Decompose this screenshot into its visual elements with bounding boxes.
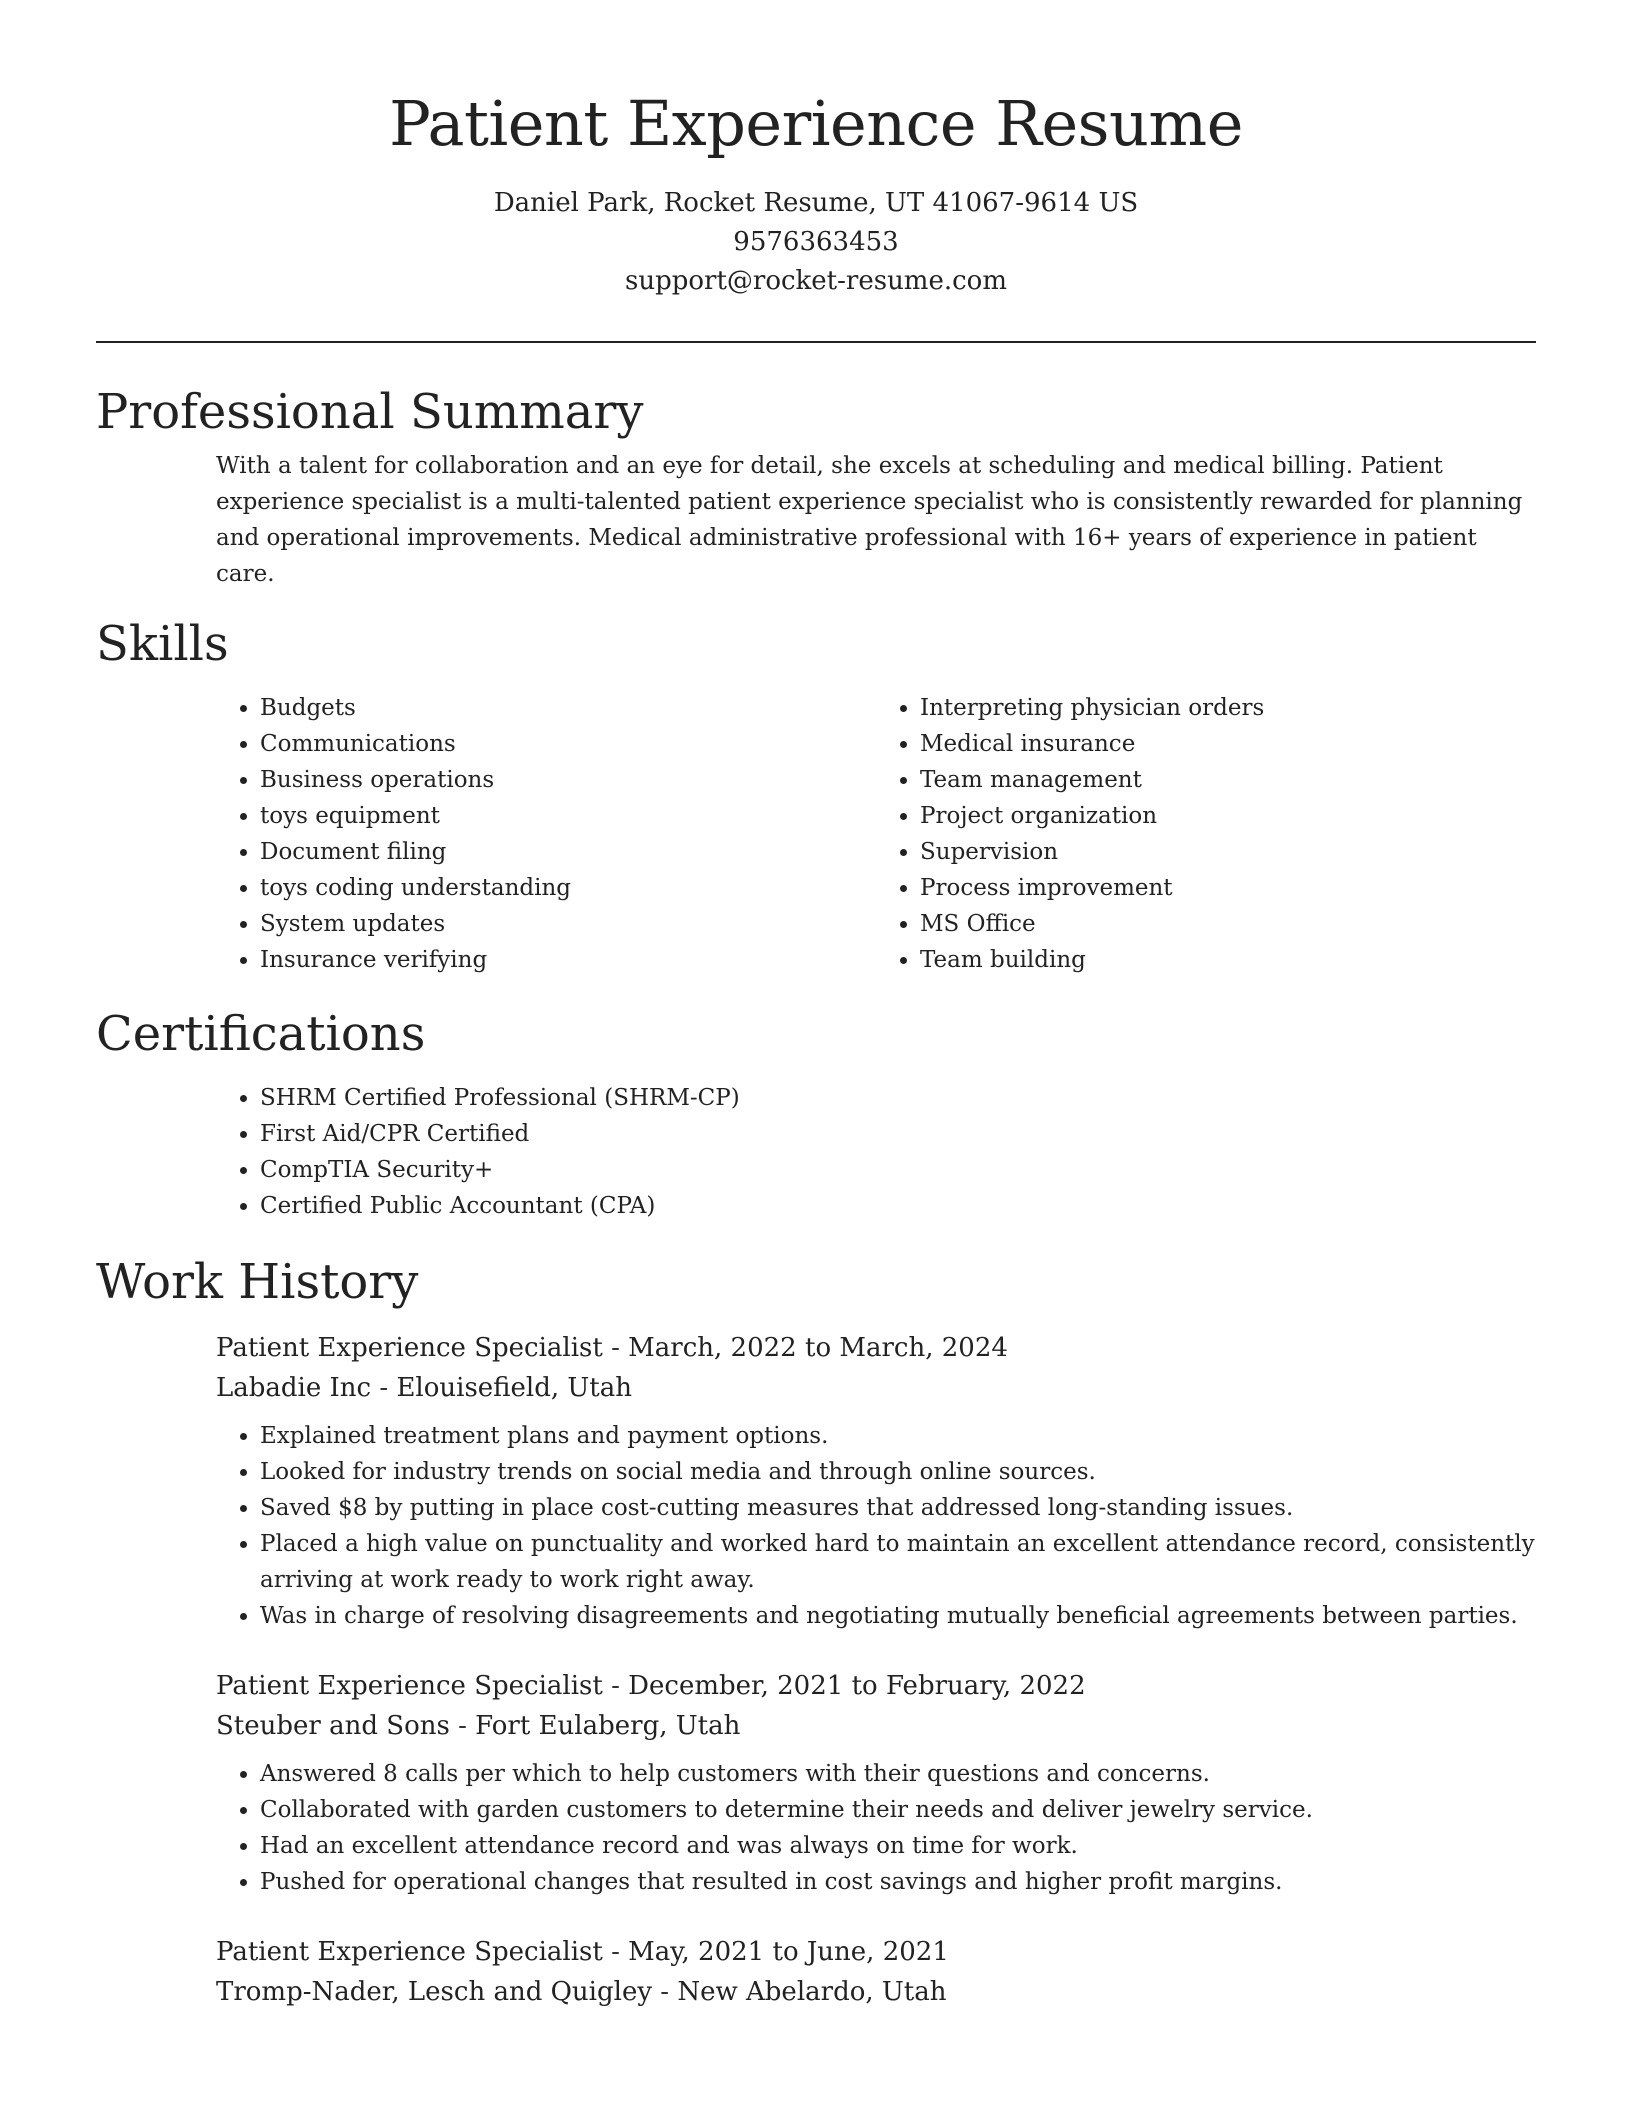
skill-item: • MS Office <box>920 906 1536 942</box>
contact-phone: 9576363453 <box>733 227 899 257</box>
job-bullet: • Looked for industry trends on social media and through online sources. <box>260 1454 1536 1490</box>
summary-section <box>96 380 1536 592</box>
job-title: Patient Experience Specialist <box>216 1333 603 1363</box>
certifications-section <box>96 1002 1536 1224</box>
work-history-section <box>96 1250 1536 2012</box>
job-location: Elouisefield, Utah <box>396 1373 632 1403</box>
job-company-line: Steuber and Sons - Fort Eulaberg, Utah <box>216 1711 741 1741</box>
job-company-line: Tromp-Nader, Lesch and Quigley - New Abelardo, Utah <box>216 1977 947 2007</box>
skill-item: • Project organization <box>920 798 1536 834</box>
certification-item: • SHRM Certified Professional (SHRM-CP) <box>260 1080 1536 1116</box>
job-dates: December, 2021 to February, 2022 <box>628 1671 1086 1701</box>
skills-list-right <box>876 690 1536 978</box>
skill-item: • Budgets <box>260 690 876 726</box>
certification-item: • CompTIA Security+ <box>260 1152 1536 1188</box>
skills-columns <box>216 690 1536 978</box>
skill-item: • Document filing <box>260 834 876 870</box>
skill-item: • Medical insurance <box>920 726 1536 762</box>
skill-item: • Insurance verifying <box>260 942 876 978</box>
skill-item: • toys coding understanding <box>260 870 876 906</box>
job-entry <box>216 1932 1536 2012</box>
job-entry <box>216 1328 1536 1634</box>
skills-list-left <box>216 690 876 978</box>
page-title: Patient Experience Resume <box>389 87 1243 160</box>
job-title-line: Patient Experience Specialist - March, 2022 to March, 2024 <box>216 1333 1008 1363</box>
job-entry <box>216 1666 1536 1900</box>
certification-item: • Certified Public Accountant (CPA) <box>260 1188 1536 1224</box>
skill-item: • Interpreting physician orders <box>920 690 1536 726</box>
skill-item: • Communications <box>260 726 876 762</box>
skills-section <box>96 612 1536 978</box>
job-bullet: • Was in charge of resolving disagreements and negotiating mutually beneficial agreements between parties. <box>260 1598 1536 1634</box>
job-title-line: Patient Experience Specialist - May, 2021 to June, 2021 <box>216 1937 949 1967</box>
job-location: Fort Eulaberg, Utah <box>475 1711 741 1741</box>
job-bullet: • Collaborated with garden customers to determine their needs and deliver jewelry service. <box>260 1792 1536 1828</box>
job-dates: March, 2022 to March, 2024 <box>628 1333 1008 1363</box>
skill-item: • Process improvement <box>920 870 1536 906</box>
job-company: Tromp-Nader, Lesch and Quigley <box>216 1977 653 2007</box>
job-company-line: Labadie Inc - Elouisefield, Utah <box>216 1373 632 1403</box>
job-bullet: • Had an excellent attendance record and was always on time for work. <box>260 1828 1536 1864</box>
job-dates: May, 2021 to June, 2021 <box>628 1937 949 1967</box>
job-company: Labadie Inc <box>216 1373 372 1403</box>
job-bullet: • Answered 8 calls per which to help customers with their questions and concerns. <box>260 1756 1536 1792</box>
summary-text: With a talent for collaboration and an eye for detail, she excels at scheduling and medical billing. Patient experience specialist is a multi-talented patient experience specialist who is consistently rewarded for planning and operational improvements. Medical administrative professional with 16+ years of experience in patient care. <box>216 453 1523 587</box>
job-company: Steuber and Sons <box>216 1711 450 1741</box>
job-title-line: Patient Experience Specialist - December, 2021 to February, 2022 <box>216 1671 1086 1701</box>
job-bullet: • Saved $8 by putting in place cost-cutting measures that addressed long-standing issues. <box>260 1490 1536 1526</box>
job-bullets <box>216 1756 1536 1900</box>
job-bullet: • Pushed for operational changes that resulted in cost savings and higher profit margins. <box>260 1864 1536 1900</box>
certifications-heading: Certifications <box>96 1006 426 1062</box>
job-location: New Abelardo, Utah <box>677 1977 947 2007</box>
resume-content <box>96 380 1536 2012</box>
job-title: Patient Experience Specialist <box>216 1937 603 1967</box>
skills-heading: Skills <box>96 616 229 672</box>
job-title: Patient Experience Specialist <box>216 1671 603 1701</box>
contact-address: Daniel Park, Rocket Resume, UT 41067-9614 US <box>493 188 1139 218</box>
skill-item: • Business operations <box>260 762 876 798</box>
certifications-block <box>216 1080 1536 1224</box>
skill-item: • Team management <box>920 762 1536 798</box>
job-bullets <box>216 1418 1536 1634</box>
resume-header <box>0 0 1632 301</box>
certifications-list <box>216 1080 1536 1224</box>
skill-item: • System updates <box>260 906 876 942</box>
job-bullet: • Placed a high value on punctuality and worked hard to maintain an excellent attendance record, consistently arriving at work ready to work right away. <box>260 1526 1536 1598</box>
contact-email: support@rocket-resume.com <box>624 266 1007 296</box>
certification-item: • First Aid/CPR Certified <box>260 1116 1536 1152</box>
contact-block <box>0 184 1632 301</box>
summary-heading: Professional Summary <box>96 384 644 440</box>
skill-item: • Supervision <box>920 834 1536 870</box>
header-divider <box>96 341 1536 343</box>
work-history-heading: Work History <box>96 1254 419 1310</box>
skill-item: • toys equipment <box>260 798 876 834</box>
job-bullet: • Explained treatment plans and payment options. <box>260 1418 1536 1454</box>
skill-item: • Team building <box>920 942 1536 978</box>
